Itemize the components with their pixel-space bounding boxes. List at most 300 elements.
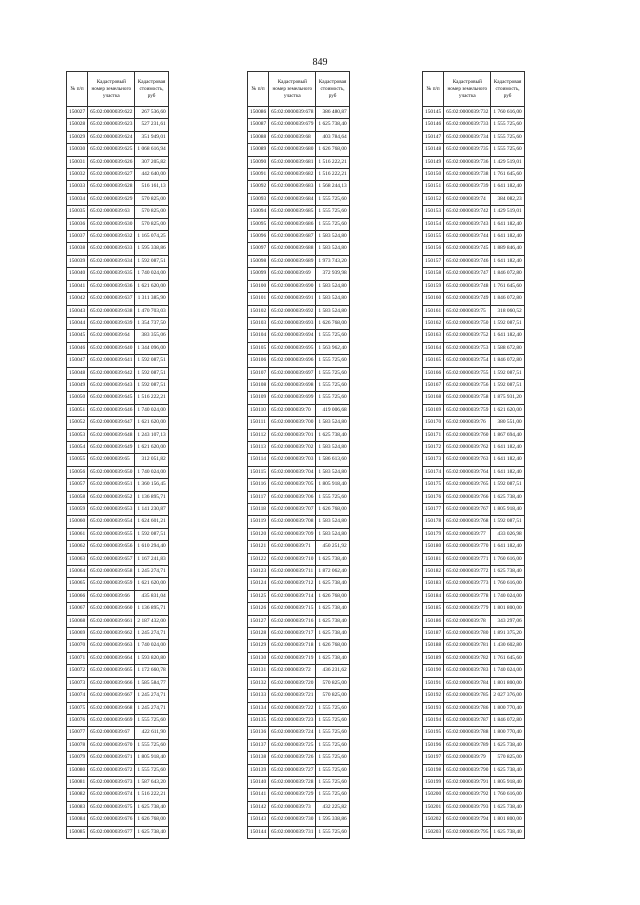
table-row [248,181,350,193]
cadastral-number: 65:02:0000039:695 [269,342,316,354]
cadastral-number: 65:02:0000039:755 [444,367,491,379]
table-row [423,516,525,528]
cadastral-number: 65:02:0000039:678 [269,107,316,119]
table-row [67,640,169,652]
cadastral-cost: 450 251,92 [316,541,349,553]
row-number: 150149 [423,156,444,168]
table-row [67,814,169,826]
table-row [423,107,525,119]
cadastral-number: 65:02:0000039:705 [269,479,316,491]
table-row [248,541,350,553]
row-number: 150072 [67,665,88,677]
table-row [423,776,525,788]
row-number: 150194 [423,714,444,726]
cadastral-number: 65:02:0000039:651 [88,479,135,491]
row-number: 150093 [248,193,269,205]
cadastral-number: 65:02:0000039:711 [269,566,316,578]
table-row [248,454,350,466]
cadastral-number: 65:02:0000039:728 [269,776,316,788]
cadastral-number: 65:02:0000039:786 [444,702,491,714]
cadastral-cost: 1 470 703,03 [135,305,168,317]
table-row [248,826,350,838]
table-row [423,156,525,168]
table-row [423,491,525,503]
cadastral-number: 65:02:0000039:729 [269,789,316,801]
table-row [423,504,525,516]
cadastral-cost: 1 641 182,40 [491,441,524,453]
cadastral-number: 65:02:0000039:674 [88,789,135,801]
row-number: 150162 [423,317,444,329]
cadastral-cost: 1 801 800,00 [491,677,524,689]
row-number: 150101 [248,293,269,305]
cadastral-cost: 570 825,00 [135,218,168,230]
table-row [67,131,169,143]
cadastral-number: 65:02:0000039:784 [444,677,491,689]
row-number: 150089 [248,144,269,156]
cadastral-number: 65:02:0000039:732 [444,107,491,119]
cadastral-number: 65:02:0000039:696 [269,355,316,367]
row-number: 150039 [67,255,88,267]
cadastral-cost: 1 625 738,40 [135,801,168,813]
cadastral-cost: 351 949,01 [135,131,168,143]
row-number: 150159 [423,280,444,292]
row-number: 150148 [423,144,444,156]
cadastral-cost: 1 172 660,78 [135,665,168,677]
row-number: 150042 [67,293,88,305]
cadastral-number: 65:02:0000039:753 [444,342,491,354]
table-row [67,690,169,702]
cadastral-number: 65:02:0000039:643 [88,379,135,391]
row-number: 150175 [423,479,444,491]
table-row [248,690,350,702]
cadastral-cost: 1 625 738,40 [316,615,349,627]
row-number: 150075 [67,702,88,714]
cadastral-number: 65:02:0000039:704 [269,466,316,478]
row-number: 150157 [423,255,444,267]
cadastral-cost: 1 583 524,80 [316,243,349,255]
row-number: 150103 [248,317,269,329]
table-row [67,764,169,776]
cadastral-cost: 1 429 519,01 [491,206,524,218]
table-row [67,305,169,317]
row-number: 150150 [423,169,444,181]
cadastral-number: 65:02:0000039:792 [444,789,491,801]
row-number: 150168 [423,392,444,404]
cadastral-cost: 1 354 737,50 [135,317,168,329]
table-row [248,293,350,305]
table-row [67,169,169,181]
row-number: 150161 [423,305,444,317]
row-number: 150169 [423,404,444,416]
cadastral-number: 65:02:0000039:716 [269,615,316,627]
table-row [248,330,350,342]
cadastral-cost: 1 583 524,80 [316,293,349,305]
cadastral-cost: 1 555 725,60 [491,144,524,156]
row-number: 150122 [248,553,269,565]
cadastral-cost: 1 592 087,51 [491,379,524,391]
table-row [67,392,169,404]
cadastral-cost: 1 973 743,20 [316,255,349,267]
row-number: 150031 [67,156,88,168]
table-row [67,181,169,193]
table-row [67,479,169,491]
cadastral-number: 65:02:0000039:767 [444,504,491,516]
table-row [423,305,525,317]
cadastral-cost: 384 082,23 [491,193,524,205]
cadastral-cost: 1 800 770,40 [491,702,524,714]
cadastral-number: 65:02:0000039:653 [88,504,135,516]
row-number: 150183 [423,578,444,590]
table-row [248,317,350,329]
cadastral-number: 65:02:0000039:708 [269,516,316,528]
table-row [67,404,169,416]
table-row [423,119,525,131]
cadastral-number: 65:02:0000039:670 [88,739,135,751]
cadastral-cost: 1 626 768,00 [316,144,349,156]
row-number: 150163 [423,330,444,342]
cadastral-number: 65:02:0000039:795 [444,826,491,838]
cadastral-cost: 1 626 768,00 [135,814,168,826]
cadastral-number: 65:02:0000039:722 [269,702,316,714]
cadastral-number: 65:02:0000039:652 [88,491,135,503]
cadastral-cost: 1 583 524,80 [316,516,349,528]
cadastral-number: 65:02:0000039:720 [269,677,316,689]
cadastral-number: 65:02:0000039:640 [88,342,135,354]
cadastral-number: 65:02:0000039:656 [88,541,135,553]
row-number: 150174 [423,466,444,478]
row-number: 150066 [67,590,88,602]
cadastral-number: 65:02:0000039:641 [88,355,135,367]
table-row [248,603,350,615]
table-row [248,752,350,764]
row-number: 150143 [248,814,269,826]
cadastral-cost: 312 051,82 [135,454,168,466]
cadastral-cost: 1 555 725,60 [316,714,349,726]
cadastral-cost: 1 516 222,21 [135,789,168,801]
row-number: 150123 [248,566,269,578]
table-row [67,280,169,292]
cadastral-cost: 1 761 645,60 [491,652,524,664]
row-number: 150202 [423,814,444,826]
row-number: 150056 [67,466,88,478]
row-number: 150041 [67,280,88,292]
table-row [423,541,525,553]
table-row [67,739,169,751]
table-row [67,317,169,329]
cadastral-cost: 1 583 524,80 [316,280,349,292]
cadastral-number: 65:02:0000039:628 [88,181,135,193]
table-row [248,528,350,540]
cadastral-number: 65:02:0000039:79 [444,752,491,764]
cadastral-number: 65:02:0000039:765 [444,479,491,491]
row-number: 150167 [423,379,444,391]
cadastral-cost: 1 625 738,40 [491,566,524,578]
row-number: 150053 [67,429,88,441]
table-row [423,429,525,441]
table-row [423,528,525,540]
row-number: 150189 [423,652,444,664]
row-number: 150059 [67,504,88,516]
cadastral-cost: 1 621 620,00 [135,280,168,292]
table-row [67,243,169,255]
header-number: № п/п [423,72,444,107]
row-number: 150145 [423,107,444,119]
cadastral-cost: 1 621 620,00 [135,441,168,453]
table-row [423,652,525,664]
cadastral-number: 65:02:0000039:74 [444,193,491,205]
cadastral-number: 65:02:0000039:772 [444,566,491,578]
cadastral-number: 65:02:0000039:645 [88,392,135,404]
row-number: 150055 [67,454,88,466]
cadastral-number: 65:02:0000039:733 [444,119,491,131]
cadastral-number: 65:02:0000039:693 [269,317,316,329]
row-number: 150166 [423,367,444,379]
cadastral-number: 65:02:0000039:668 [88,702,135,714]
row-number: 150106 [248,355,269,367]
cadastral-number: 65:02:0000039:622 [88,107,135,119]
table-row [423,193,525,205]
row-number: 150118 [248,504,269,516]
table-row [423,206,525,218]
cadastral-number: 65:02:0000039:734 [444,131,491,143]
cadastral-cost: 1 555 725,60 [316,739,349,751]
row-number: 150081 [67,776,88,788]
cadastral-number: 65:02:0000039:699 [269,392,316,404]
cadastral-number: 65:02:0000039:682 [269,169,316,181]
cadastral-number: 65:02:0000039:677 [88,826,135,838]
cadastral-number: 65:02:0000039:794 [444,814,491,826]
cadastral-cost: 1 625 738,40 [316,429,349,441]
row-number: 150051 [67,404,88,416]
cadastral-cost: 1 621 620,00 [135,578,168,590]
table-row [423,814,525,826]
row-number: 150126 [248,603,269,615]
row-number: 150112 [248,429,269,441]
cadastral-number: 65:02:0000039:75 [444,305,491,317]
row-number: 150067 [67,603,88,615]
cadastral-cost: 1 588 672,80 [491,342,524,354]
cadastral-number: 65:02:0000039:657 [88,553,135,565]
table-row [248,553,350,565]
table-row [248,218,350,230]
cadastral-number: 65:02:0000039:666 [88,677,135,689]
cadastral-cost: 1 626 768,00 [316,590,349,602]
row-number: 150092 [248,181,269,193]
table-row [67,466,169,478]
cadastral-table-2 [247,71,350,839]
row-number: 150142 [248,801,269,813]
cadastral-number: 65:02:0000039:683 [269,181,316,193]
cadastral-number: 65:02:0000039:793 [444,801,491,813]
cadastral-number: 65:02:0000039:633 [88,243,135,255]
cadastral-number: 65:02:0000039:723 [269,714,316,726]
row-number: 150188 [423,640,444,652]
row-number: 150104 [248,330,269,342]
cadastral-number: 65:02:0000039:647 [88,417,135,429]
table-row [67,193,169,205]
row-number: 150037 [67,231,88,243]
row-number: 150138 [248,752,269,764]
table-row [423,441,525,453]
table-row [423,131,525,143]
row-number: 150171 [423,429,444,441]
row-number: 150110 [248,404,269,416]
cadastral-cost: 1 621 620,00 [491,404,524,416]
row-number: 150173 [423,454,444,466]
cadastral-number: 65:02:0000039:760 [444,429,491,441]
cadastral-cost: 422 611,90 [135,727,168,739]
cadastral-cost: 2 187 432,00 [135,615,168,627]
table-row [248,255,350,267]
cadastral-cost: 432 225,82 [316,801,349,813]
cadastral-cost: 1 555 725,60 [316,367,349,379]
table-row [423,603,525,615]
table-row [67,156,169,168]
cadastral-cost: 1 625 738,40 [316,628,349,640]
row-number: 150200 [423,789,444,801]
cadastral-number: 65:02:0000039:634 [88,255,135,267]
cadastral-cost: 1 641 182,40 [491,218,524,230]
cadastral-number: 65:02:0000039:672 [88,764,135,776]
cadastral-cost: 1 592 087,51 [491,367,524,379]
cadastral-cost: 1 311 385,90 [135,293,168,305]
cadastral-cost: 1 516 222,21 [316,169,349,181]
row-number: 150178 [423,516,444,528]
table-row [67,628,169,640]
cadastral-cost: 307 205,82 [135,156,168,168]
table-row [423,553,525,565]
row-number: 150141 [248,789,269,801]
cadastral-number: 65:02:0000039:727 [269,764,316,776]
table-row [67,652,169,664]
row-number: 150029 [67,131,88,143]
table-row [423,590,525,602]
cadastral-number: 65:02:0000039:758 [444,392,491,404]
row-number: 150115 [248,466,269,478]
cadastral-number: 65:02:0000039:756 [444,379,491,391]
table-row [423,690,525,702]
cadastral-cost: 1 555 725,60 [316,218,349,230]
cadastral-cost: 1 889 846,40 [491,243,524,255]
cadastral-cost: 1 626 768,00 [316,317,349,329]
cadastral-number: 65:02:0000039:69 [269,268,316,280]
row-number: 150190 [423,665,444,677]
cadastral-number: 65:02:0000039:642 [88,367,135,379]
row-number: 150074 [67,690,88,702]
cadastral-number: 65:02:0000039:748 [444,280,491,292]
table-row [67,553,169,565]
row-number: 150195 [423,727,444,739]
table-row [423,714,525,726]
row-number: 150134 [248,702,269,714]
cadastral-number: 65:02:0000039:76 [444,417,491,429]
row-number: 150033 [67,181,88,193]
cadastral-cost: 1 625 738,40 [135,826,168,838]
table-row [248,615,350,627]
table-row [67,603,169,615]
row-number: 150124 [248,578,269,590]
cadastral-number: 65:02:0000039:707 [269,504,316,516]
cadastral-cost: 1 583 524,80 [316,441,349,453]
table-row [248,677,350,689]
cadastral-cost: 1 805 918,40 [491,776,524,788]
cadastral-number: 65:02:0000039:773 [444,578,491,590]
row-number: 150038 [67,243,88,255]
cadastral-cost: 1 555 725,60 [316,491,349,503]
header-cadastral-number: Кадастровый номер земельного участка [444,72,491,107]
table-row [248,280,350,292]
cadastral-cost: 1 555 725,60 [316,789,349,801]
cadastral-cost: 1 555 725,60 [316,826,349,838]
cadastral-number: 65:02:0000039:659 [88,578,135,590]
cadastral-number: 65:02:0000039:703 [269,454,316,466]
cadastral-number: 65:02:0000039:742 [444,206,491,218]
cadastral-number: 65:02:0000039:73 [269,801,316,813]
table-row [248,429,350,441]
table-row [67,677,169,689]
cadastral-number: 65:02:0000039:735 [444,144,491,156]
cadastral-number: 65:02:0000039:623 [88,119,135,131]
table-row [423,566,525,578]
table-row [423,231,525,243]
cadastral-cost: 1 625 738,40 [491,801,524,813]
table-row [423,628,525,640]
cadastral-number: 65:02:0000039:629 [88,193,135,205]
cadastral-number: 65:02:0000039:718 [269,640,316,652]
cadastral-cost: 403 784,64 [316,131,349,143]
cadastral-cost: 1 592 087,51 [135,355,168,367]
table-row [248,379,350,391]
cadastral-cost: 1 568 244,13 [316,181,349,193]
cadastral-cost: 1 583 524,80 [316,528,349,540]
cadastral-number: 65:02:0000039:779 [444,603,491,615]
row-number: 150090 [248,156,269,168]
cadastral-number: 65:02:0000039:759 [444,404,491,416]
cadastral-cost: 1 555 725,60 [491,119,524,131]
table-row [423,268,525,280]
cadastral-cost: 1 740 024,00 [135,268,168,280]
cadastral-cost: 1 740 024,00 [491,590,524,602]
row-number: 150185 [423,603,444,615]
cadastral-number: 65:02:0000039:655 [88,528,135,540]
table-row [67,367,169,379]
table-row [67,826,169,838]
row-number: 150071 [67,652,88,664]
cadastral-number: 65:02:0000039:624 [88,131,135,143]
cadastral-number: 65:02:0000039:689 [269,255,316,267]
table-row [67,206,169,218]
cadastral-number: 65:02:0000039:717 [269,628,316,640]
table-row [67,578,169,590]
cadastral-number: 65:02:0000039:754 [444,355,491,367]
row-number: 150176 [423,491,444,503]
table-row [423,640,525,652]
row-number: 150136 [248,727,269,739]
table-row [248,491,350,503]
cadastral-cost: 1 760 616,00 [491,578,524,590]
table-row [423,801,525,813]
row-number: 150165 [423,355,444,367]
row-number: 150078 [67,739,88,751]
table-row [423,243,525,255]
cadastral-number: 65:02:0000039:679 [269,119,316,131]
row-number: 150048 [67,367,88,379]
table-row [248,801,350,813]
cadastral-number: 65:02:0000039:715 [269,603,316,615]
row-number: 150049 [67,379,88,391]
cadastral-cost: 1 587 643,20 [135,776,168,788]
row-number: 150198 [423,764,444,776]
